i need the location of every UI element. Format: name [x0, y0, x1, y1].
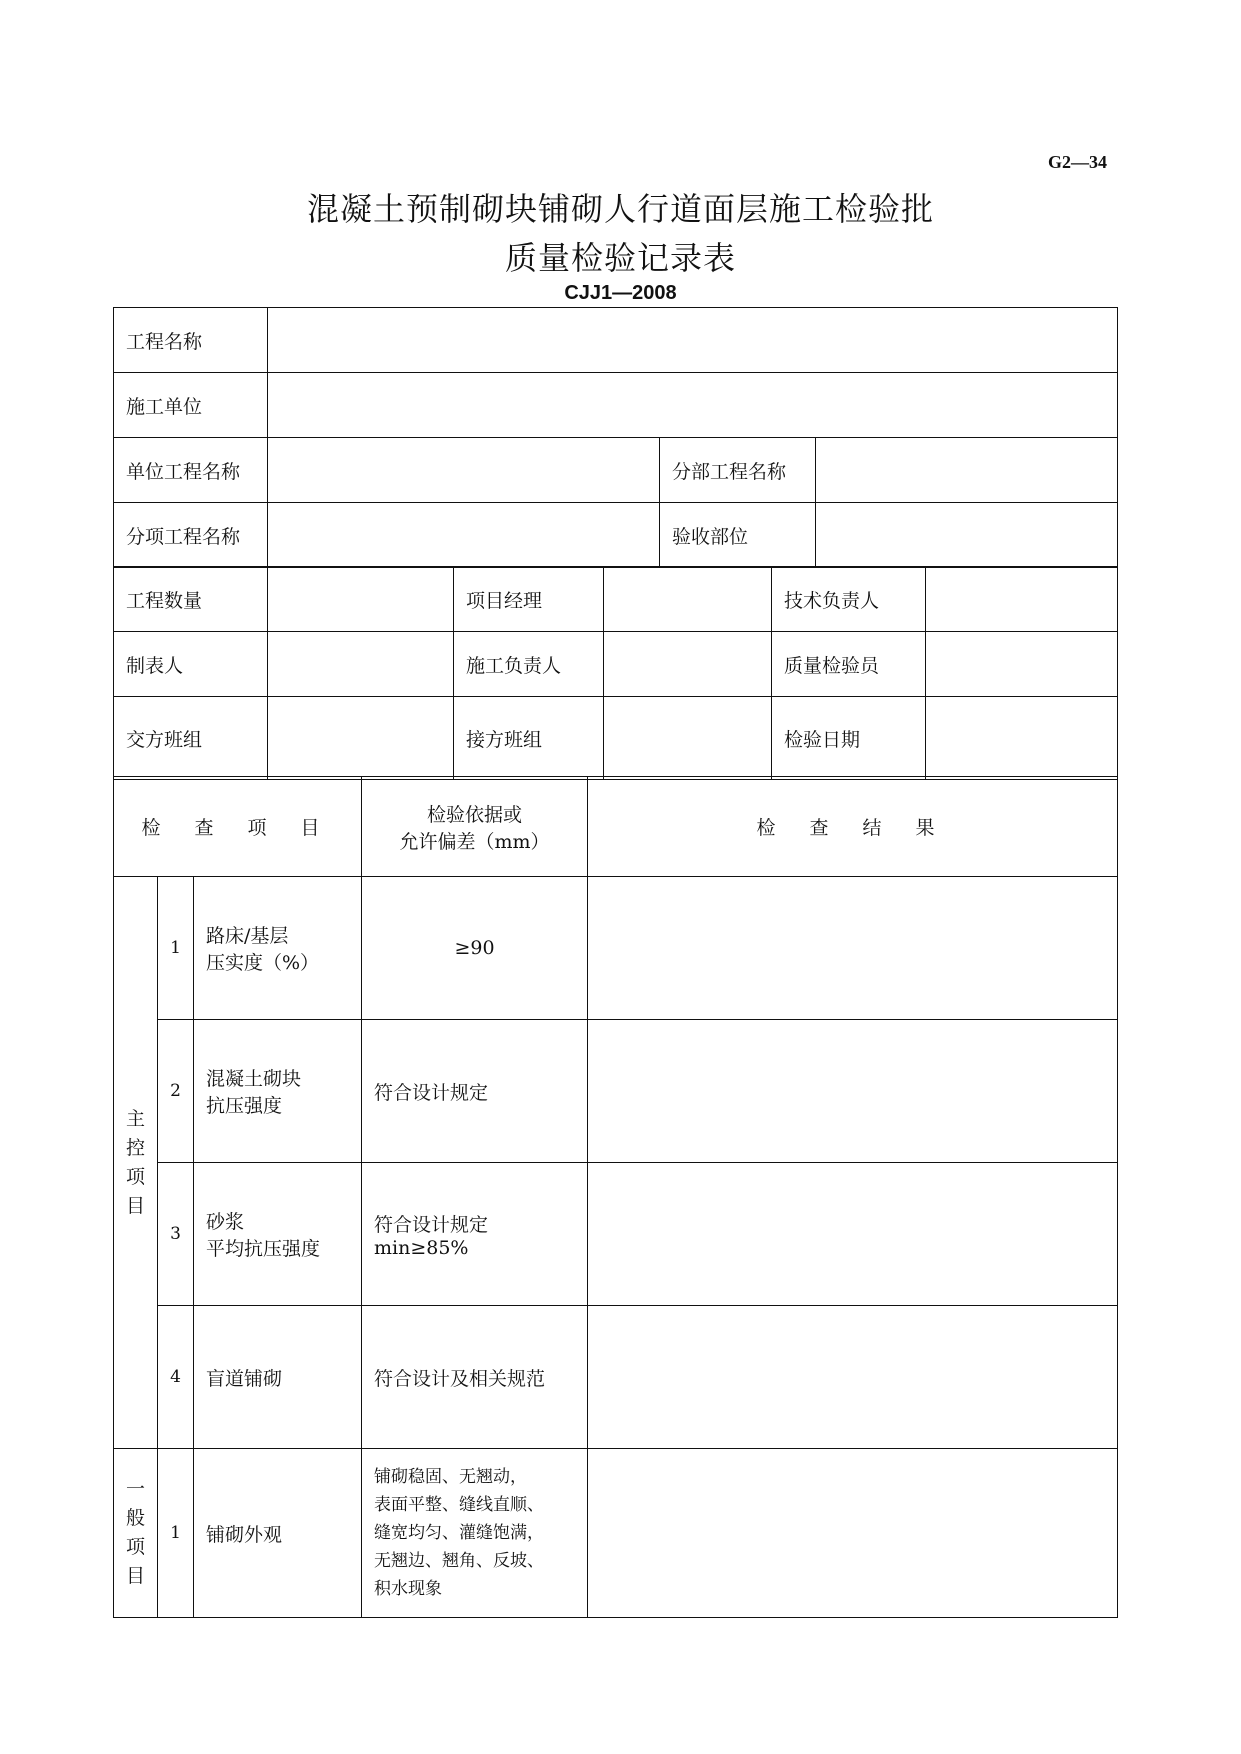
result-header: 检 查 结 果: [588, 777, 1118, 877]
item-basis-line: 符合设计规定: [374, 1213, 489, 1236]
project-name-label: 工程名称: [114, 308, 268, 373]
item-name-line: 路床/基层: [206, 925, 289, 947]
item-basis-line: 铺砌稳固、无翘动，: [374, 1467, 527, 1487]
item-result-field[interactable]: [588, 1306, 1118, 1449]
item-name: [194, 1163, 362, 1306]
item-name-line: 砂浆: [206, 1211, 245, 1233]
general-group-char: 目: [125, 1565, 145, 1587]
basis-header-line2: 允许偏差（mm）: [399, 830, 550, 853]
item-number: 4: [158, 1306, 194, 1449]
quantity-field[interactable]: [268, 567, 454, 632]
construction-lead-field[interactable]: [604, 632, 772, 697]
item-basis: [362, 1449, 588, 1618]
handover-team-label: 交方班组: [114, 697, 268, 780]
main-group-char: 目: [125, 1194, 145, 1217]
inspection-date-label: 检验日期: [772, 697, 926, 780]
item-name-line: 压实度（%）: [206, 952, 320, 974]
receiving-team-field[interactable]: [604, 697, 772, 780]
main-group-char: 主: [125, 1107, 145, 1130]
tech-lead-label: 技术负责人: [772, 567, 926, 632]
item-basis-line: 缝宽均匀、灌缝饱满，: [374, 1523, 544, 1543]
item-basis: [362, 1163, 588, 1306]
item-number: 1: [158, 1449, 194, 1618]
item-number: 2: [158, 1020, 194, 1163]
item-result-field[interactable]: [588, 1163, 1118, 1306]
item-result-field[interactable]: [588, 1449, 1118, 1618]
item-project-name-field[interactable]: [268, 503, 660, 568]
basis-header: [362, 777, 588, 877]
receiving-team-label: 接方班组: [454, 697, 604, 780]
tabulator-label: 制表人: [114, 632, 268, 697]
inspection-date-field[interactable]: [926, 697, 1118, 780]
main-items-group: [114, 877, 158, 1449]
check-item-header: 检 查 项 目: [114, 777, 362, 877]
general-group-char: 一: [125, 1478, 145, 1500]
handover-team-field[interactable]: [268, 697, 454, 780]
item-project-name-label: 分项工程名称: [114, 503, 268, 568]
item-basis: ≥90: [362, 877, 588, 1020]
personnel-table: [113, 566, 1118, 780]
item-number: 1: [158, 877, 194, 1020]
division-project-name-label: 分部工程名称: [660, 438, 816, 503]
item-basis-line: min≥85%: [374, 1236, 469, 1259]
item-name: [194, 1020, 362, 1163]
general-group-char: 般: [125, 1507, 145, 1529]
acceptance-part-label: 验收部位: [660, 503, 816, 568]
basis-header-line1: 检验依据或: [426, 803, 522, 826]
main-group-char: 控: [125, 1136, 145, 1159]
item-basis-line: 无翘边、翘角、反坡、: [374, 1551, 544, 1571]
item-name-line: 抗压强度: [206, 1095, 283, 1117]
item-name: 铺砌外观: [194, 1449, 362, 1618]
acceptance-part-field[interactable]: [816, 503, 1118, 568]
form-code: G2—34: [1047, 152, 1107, 172]
standard-code: CJJ1—2008: [564, 282, 677, 304]
quality-inspector-label: 质量检验员: [772, 632, 926, 697]
item-number: 3: [158, 1163, 194, 1306]
project-name-field[interactable]: [268, 308, 1118, 373]
item-result-field[interactable]: [588, 1020, 1118, 1163]
form-subtitle: 质量检验记录表: [504, 239, 736, 277]
quantity-label: 工程数量: [114, 567, 268, 632]
item-name-line: 平均抗压强度: [206, 1238, 321, 1260]
unit-project-name-field[interactable]: [268, 438, 660, 503]
construction-unit-label: 施工单位: [114, 373, 268, 438]
item-basis: 符合设计规定: [362, 1020, 588, 1163]
construction-unit-field[interactable]: [268, 373, 1118, 438]
item-name: 盲道铺砌: [194, 1306, 362, 1449]
tabulator-field[interactable]: [268, 632, 454, 697]
main-group-char: 项: [125, 1165, 145, 1188]
quality-inspector-field[interactable]: [926, 632, 1118, 697]
tech-lead-field[interactable]: [926, 567, 1118, 632]
item-result-field[interactable]: [588, 877, 1118, 1020]
item-name: [194, 877, 362, 1020]
item-basis-line: 表面平整、缝线直顺、: [374, 1495, 544, 1515]
form-title: 混凝土预制砌块铺砌人行道面层施工检验批: [306, 190, 934, 228]
item-basis: 符合设计及相关规范: [362, 1306, 588, 1449]
general-items-group: [114, 1449, 158, 1618]
unit-project-name-label: 单位工程名称: [114, 438, 268, 503]
item-name-line: 混凝土砌块: [206, 1068, 302, 1090]
info-table: [113, 307, 1118, 568]
item-basis-line: 积水现象: [374, 1579, 442, 1599]
project-manager-field[interactable]: [604, 567, 772, 632]
division-project-name-field[interactable]: [816, 438, 1118, 503]
project-manager-label: 项目经理: [454, 567, 604, 632]
inspection-table: [113, 776, 1118, 1618]
general-group-char: 项: [125, 1536, 145, 1558]
construction-lead-label: 施工负责人: [454, 632, 604, 697]
